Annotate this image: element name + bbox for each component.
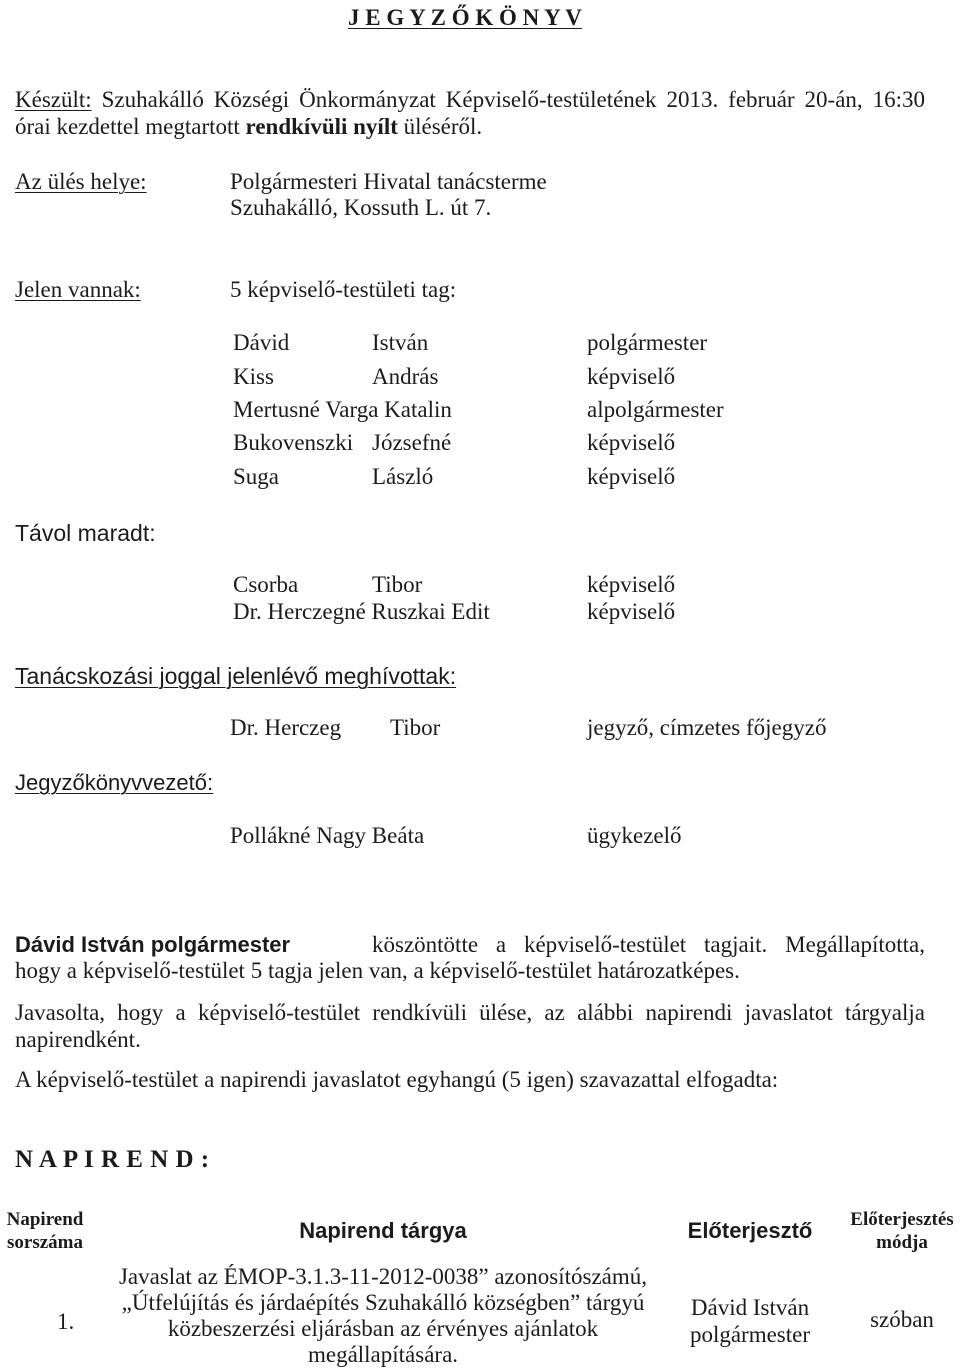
member-name: Mertusné Varga Katalin <box>233 397 452 422</box>
member-first-name: István <box>372 330 429 355</box>
column-header-method <box>844 1208 960 1254</box>
present-summary: 5 képviselő-testületi tag: <box>230 277 457 302</box>
invited-label: Tanácskozási joggal jelenlévő meghívottak: <box>15 663 457 689</box>
proposal-line-1: Javasolta, hogy a képviselő-testület rendkívüli ülése, az alábbi napirendi javaslatot tárgyalja <box>15 1000 925 1025</box>
absent-label: Távol maradt: <box>15 520 156 546</box>
member-last-name: Kiss <box>233 364 274 389</box>
agenda-subject-line: Javaslat az ÉMOP-3.1.3-11-2012-0038” azonosítószámú, <box>118 1264 648 1289</box>
agenda-presenter-line: polgármester <box>689 1322 811 1347</box>
column-header-method-line-2: módja <box>876 1232 928 1253</box>
member-first-name: László <box>372 464 434 489</box>
opening-line-1 <box>15 932 925 958</box>
invited-role: jegyző, címzetes főjegyző <box>587 715 827 740</box>
absent-first-name: Tibor <box>372 572 423 597</box>
recorder-label: Jegyzőkönyvvezető: <box>15 770 214 795</box>
agenda-subject-line: megállapítására. <box>307 1342 459 1367</box>
member-role: polgármester <box>587 330 708 355</box>
proposal-line-2: napirendként. <box>15 1027 141 1052</box>
column-header-number-line-2: sorszáma <box>7 1232 83 1253</box>
agenda-presenter-line: Dávid István <box>690 1295 810 1320</box>
location-line-1: Polgármesteri Hivatal tanácsterme <box>230 169 547 194</box>
column-header-number <box>0 1208 90 1254</box>
intro-text: Szuhakálló Községi Önkormányzat Képviselő-testületének 2013. február 20-án, 16:30 <box>101 87 926 112</box>
member-last-name: Dávid <box>233 330 290 355</box>
agenda-row-subject <box>100 1264 666 1368</box>
vote-text: A képviselő-testület a napirendi javaslatot egyhangú (5 igen) szavazattal elfogadta: <box>15 1067 779 1092</box>
opening-speaker: Dávid István polgármester <box>15 932 291 957</box>
intro-line-2-before: órai kezdettel megtartott <box>15 114 240 139</box>
agenda-subject-line: „Útfelújítás és járdaépítés Szuhakálló községben” tárgyú <box>121 1290 645 1315</box>
location-label: Az ülés helye: <box>15 169 147 194</box>
agenda-row-presenter <box>670 1294 830 1348</box>
column-header-method-line-1: Előterjesztés <box>850 1209 954 1230</box>
intro-line-2-after: üléséről. <box>403 114 483 139</box>
member-first-name: András <box>372 364 439 389</box>
member-first-name: Józsefné <box>372 430 452 455</box>
recorder-name: Pollákné Nagy Beáta <box>230 823 425 848</box>
agenda-row-method: szóban <box>870 1307 934 1332</box>
opening-line-2: hogy a képviselő-testület 5 tagja jelen van, a képviselő-testület határozatképes. <box>15 958 740 983</box>
intro-line-1 <box>15 87 925 113</box>
absent-role: képviselő <box>587 599 676 624</box>
absent-last-name: Csorba <box>233 572 299 597</box>
intro-line-2 <box>15 114 482 140</box>
column-header-number-line-1: Napirend <box>6 1209 84 1230</box>
agenda-heading: N A P I R E N D : <box>15 1146 210 1173</box>
member-last-name: Suga <box>233 464 279 489</box>
location-line-2: Szuhakálló, Kossuth L. út 7. <box>230 195 492 220</box>
absent-name: Dr. Herczegné Ruszkai Edit <box>233 599 490 624</box>
invited-first-name: Tibor <box>390 715 441 740</box>
agenda-subject-line: közbeszerzési eljárásban az érvényes ajánlatok <box>167 1316 599 1341</box>
invited-last-name: Dr. Herczeg <box>230 715 342 740</box>
document-title: J E G Y Z Ő K Ö N Y V <box>348 5 582 30</box>
column-header-subject: Napirend tárgya <box>299 1218 467 1243</box>
member-role: képviselő <box>587 364 676 389</box>
opening-text-1: köszöntötte a képviselő-testület tagjait. Megállapította, <box>372 932 925 957</box>
member-role: alpolgármester <box>587 397 724 422</box>
absent-role: képviselő <box>587 572 676 597</box>
present-label: Jelen vannak: <box>15 277 141 302</box>
intro-line-2-bold: rendkívüli nyílt <box>245 114 398 139</box>
intro-label: Készült: <box>15 87 92 112</box>
member-role: képviselő <box>587 430 676 455</box>
member-role: képviselő <box>587 464 676 489</box>
agenda-row-number: 1. <box>57 1309 75 1334</box>
member-last-name: Bukovenszki <box>233 430 354 455</box>
recorder-role: ügykezelő <box>587 823 682 848</box>
column-header-presenter: Előterjesztő <box>687 1218 813 1243</box>
